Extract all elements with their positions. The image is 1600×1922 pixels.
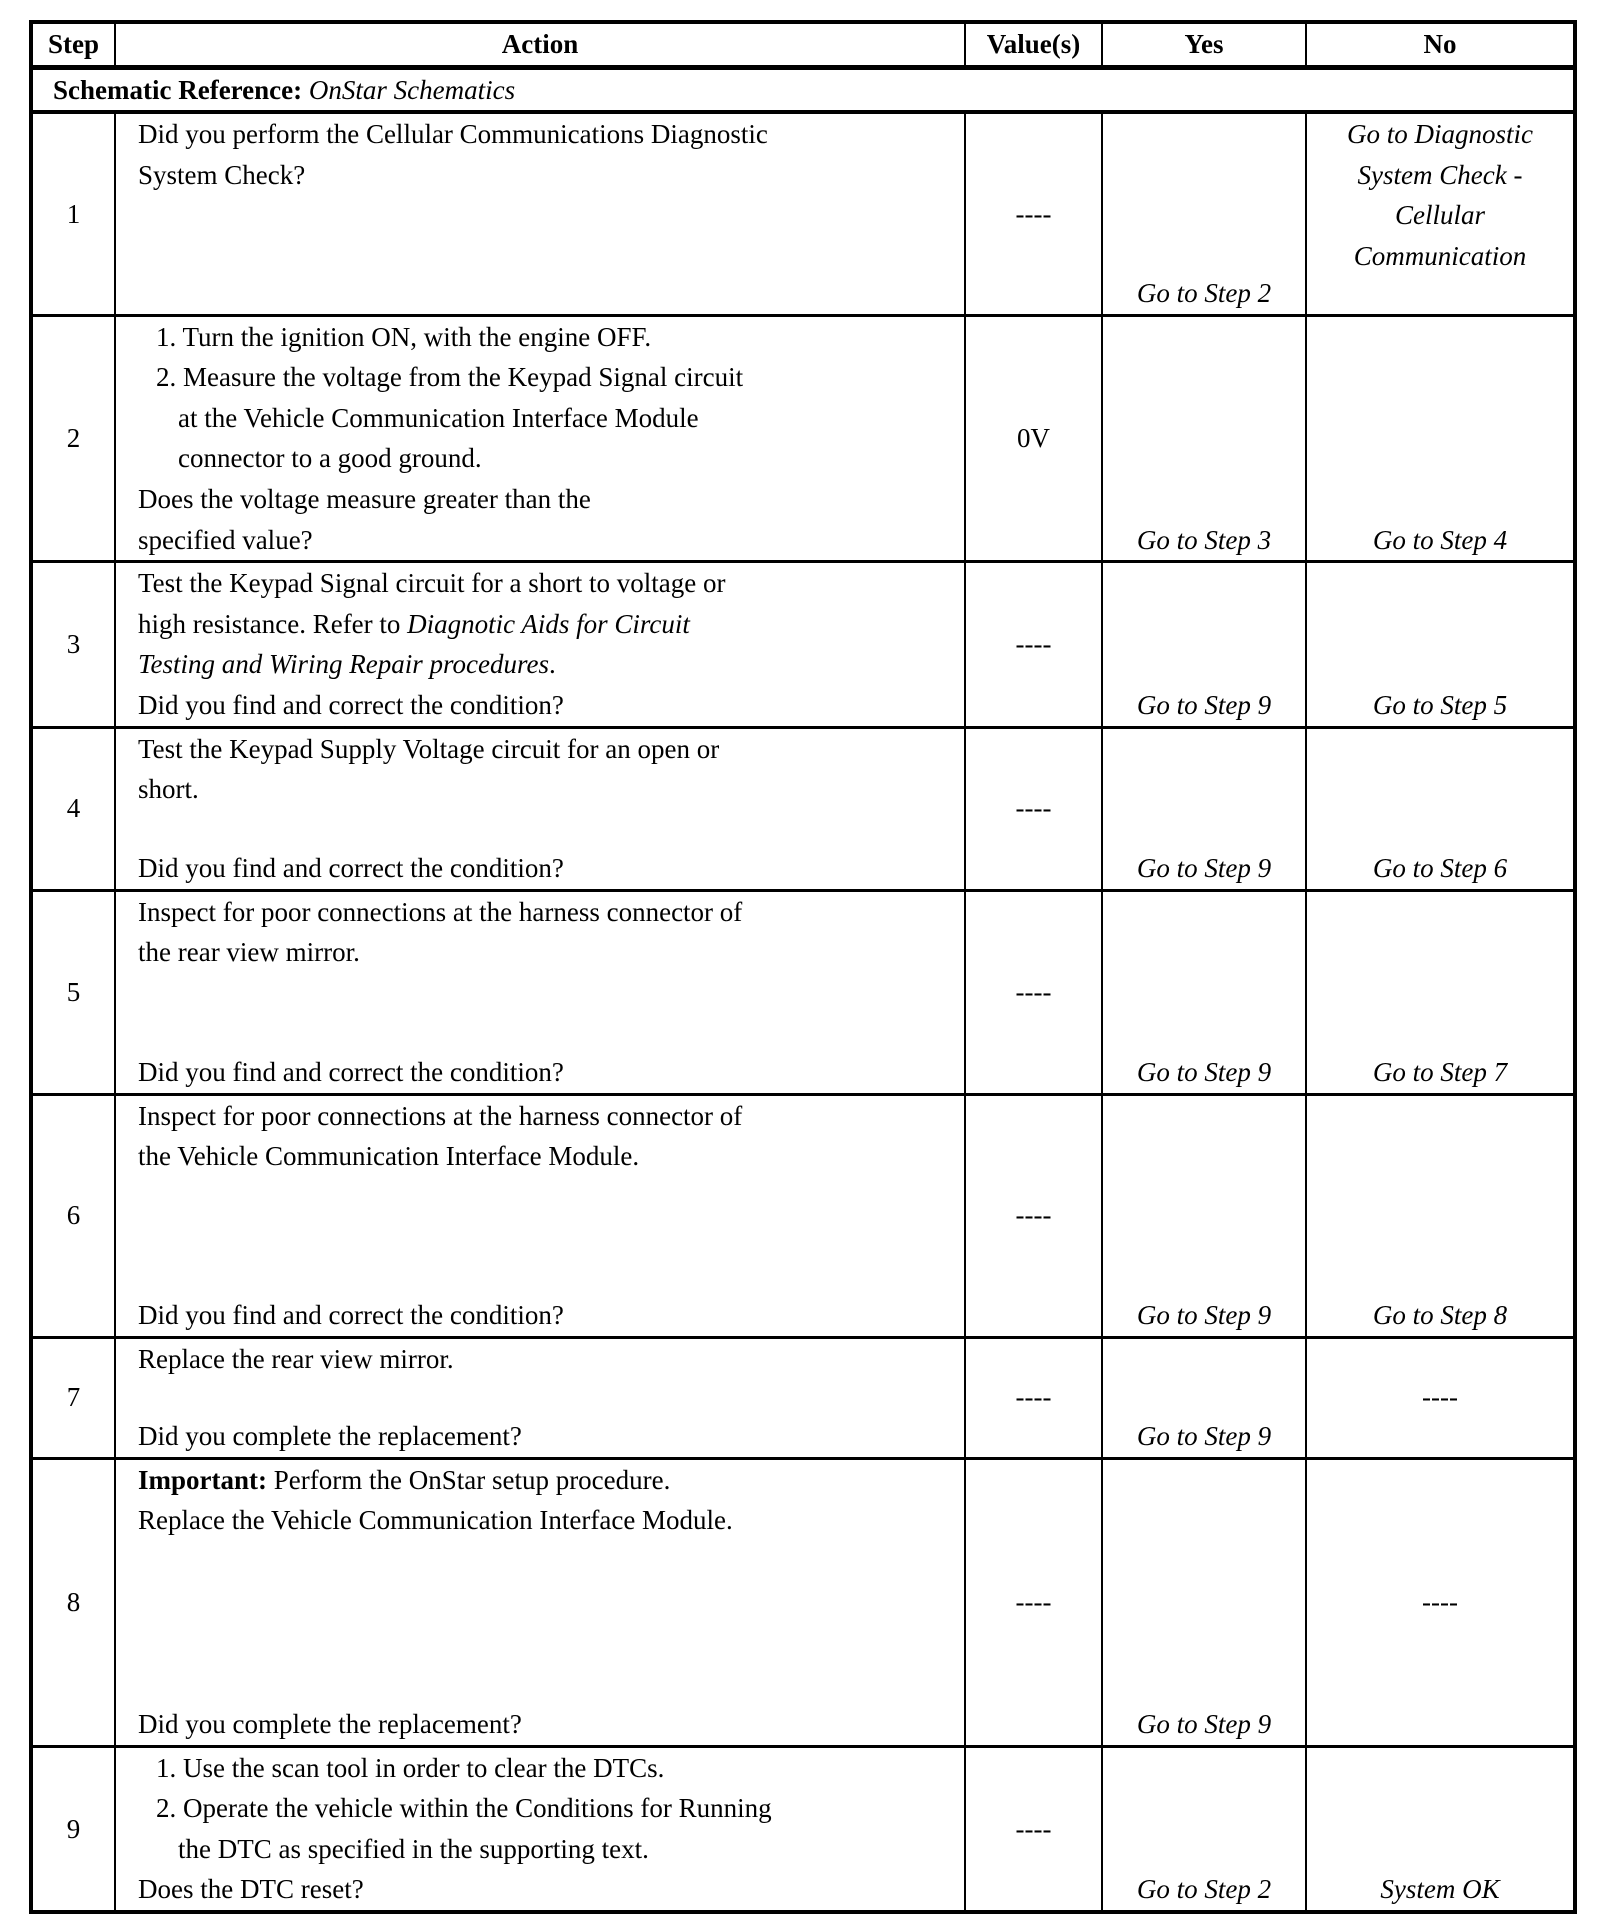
table-row bbox=[31, 1337, 1575, 1458]
table-row bbox=[31, 727, 1575, 890]
value-cell: ---- bbox=[965, 562, 1102, 727]
yes-link[interactable]: Go to Step 9 bbox=[1102, 727, 1306, 890]
action-item: 2. Operate the vehicle within the Conditions for Running bbox=[156, 1793, 772, 1824]
no-cell: ---- bbox=[1306, 1337, 1575, 1458]
header-values: Value(s) bbox=[965, 22, 1102, 67]
value-cell: ---- bbox=[965, 727, 1102, 890]
action-item-cont: connector to a good ground. bbox=[178, 443, 482, 474]
action-text: Test the Keypad Supply Voltage circuit for an open or bbox=[138, 733, 720, 764]
no-link[interactable]: Go to Step 5 bbox=[1306, 562, 1575, 727]
action-text: Test the Keypad Signal circuit for a short to voltage or bbox=[138, 568, 726, 599]
header-step: Step bbox=[31, 22, 115, 67]
action-text: Replace the rear view mirror. bbox=[138, 1343, 454, 1374]
diagnostic-table bbox=[29, 20, 1577, 1914]
schematic-label: Schematic Reference: bbox=[53, 74, 303, 105]
value-cell: ---- bbox=[965, 890, 1102, 1094]
step-number: 5 bbox=[31, 890, 115, 1094]
action-text: short. bbox=[138, 774, 199, 805]
question-text: Does the voltage measure greater than the bbox=[138, 484, 591, 515]
header-action: Action bbox=[115, 22, 965, 67]
step-number: 7 bbox=[31, 1337, 115, 1458]
action-item: 1. Turn the ignition ON, with the engine OFF. bbox=[156, 321, 652, 352]
yes-link[interactable]: Go to Step 2 bbox=[1102, 1746, 1306, 1912]
yes-link[interactable]: Go to Step 2 bbox=[1102, 112, 1306, 315]
question-text: Did you complete the replacement? bbox=[138, 1709, 522, 1740]
value-cell: ---- bbox=[965, 1458, 1102, 1746]
schematic-link[interactable]: OnStar Schematics bbox=[308, 74, 516, 105]
action-item: 1. Use the scan tool in order to clear the DTCs. bbox=[156, 1752, 665, 1783]
header-yes: Yes bbox=[1102, 22, 1306, 67]
action-item-cont: at the Vehicle Communication Interface Module bbox=[178, 402, 699, 433]
table-row bbox=[31, 1094, 1575, 1337]
table-row bbox=[31, 890, 1575, 1094]
yes-link[interactable]: Go to Step 9 bbox=[1102, 1094, 1306, 1337]
action-item: 2. Measure the voltage from the Keypad Signal circuit bbox=[156, 362, 744, 393]
step-number: 3 bbox=[31, 562, 115, 727]
step-number: 6 bbox=[31, 1094, 115, 1337]
no-cell: ---- bbox=[1306, 1458, 1575, 1746]
question-text: specified value? bbox=[138, 524, 313, 555]
question-text: Did you find and correct the condition? bbox=[138, 1300, 564, 1331]
question-text: Does the DTC reset? bbox=[138, 1874, 364, 1905]
header-no: No bbox=[1306, 22, 1575, 67]
no-link[interactable]: Go to Step 8 bbox=[1306, 1094, 1575, 1337]
no-link[interactable]: Go to Step 4 bbox=[1306, 315, 1575, 562]
value-cell: ---- bbox=[965, 1094, 1102, 1337]
action-text: Inspect for poor connections at the harness connector of bbox=[138, 896, 743, 927]
schematic-row bbox=[31, 67, 1575, 112]
step-number: 8 bbox=[31, 1458, 115, 1746]
no-link[interactable]: Go to Step 6 bbox=[1306, 727, 1575, 890]
yes-link[interactable]: Go to Step 3 bbox=[1102, 315, 1306, 562]
action-text: the Vehicle Communication Interface Module. bbox=[138, 1141, 640, 1172]
question-text: Did you find and correct the condition? bbox=[138, 690, 564, 721]
no-link[interactable]: Go to Diagnostic System Check - Cellular Communication bbox=[1306, 112, 1575, 315]
question-text: Did you find and correct the condition? bbox=[138, 853, 564, 884]
action-text: Inspect for poor connections at the harness connector of bbox=[138, 1100, 743, 1131]
action-text: Replace the Vehicle Communication Interface Module. bbox=[138, 1505, 733, 1536]
action-item-cont: the DTC as specified in the supporting text. bbox=[178, 1833, 649, 1864]
step-number: 2 bbox=[31, 315, 115, 562]
no-link[interactable]: System OK bbox=[1306, 1746, 1575, 1912]
question-text: Did you complete the replacement? bbox=[138, 1421, 522, 1452]
yes-link[interactable]: Go to Step 9 bbox=[1102, 1337, 1306, 1458]
important-label: Important: bbox=[138, 1464, 267, 1495]
action-text: System Check? bbox=[138, 159, 306, 190]
step-number: 1 bbox=[31, 112, 115, 315]
header-row bbox=[31, 22, 1575, 67]
action-text: high resistance. Refer to bbox=[138, 608, 408, 639]
reference-link[interactable]: Diagnotic Aids for Circuit bbox=[407, 608, 690, 639]
yes-link[interactable]: Go to Step 9 bbox=[1102, 562, 1306, 727]
table-row bbox=[31, 315, 1575, 562]
reference-link[interactable]: Testing and Wiring Repair procedures bbox=[138, 649, 549, 680]
table-row bbox=[31, 1746, 1575, 1912]
value-cell: ---- bbox=[965, 1746, 1102, 1912]
step-number: 4 bbox=[31, 727, 115, 890]
value-cell: ---- bbox=[965, 112, 1102, 315]
value-cell: 0V bbox=[965, 315, 1102, 562]
value-cell: ---- bbox=[965, 1337, 1102, 1458]
yes-link[interactable]: Go to Step 9 bbox=[1102, 1458, 1306, 1746]
table-row bbox=[31, 112, 1575, 315]
table-row: 3 Test the Keypad Signal circuit for a short to voltage or high resistance. Refer to Diagnotic Aids for Circuit Testing and Wiring Repair procedures. Did you find and correct the condition? ---- Go to Step 9 Go to Step 5 bbox=[31, 562, 1575, 727]
important-text: Perform the OnStar setup procedure. bbox=[267, 1464, 671, 1495]
table-row bbox=[31, 1458, 1575, 1746]
action-text: the rear view mirror. bbox=[138, 937, 360, 968]
yes-link[interactable]: Go to Step 9 bbox=[1102, 890, 1306, 1094]
no-link[interactable]: Go to Step 7 bbox=[1306, 890, 1575, 1094]
question-text: Did you find and correct the condition? bbox=[138, 1057, 564, 1088]
step-number: 9 bbox=[31, 1746, 115, 1912]
action-text: Did you perform the Cellular Communications Diagnostic bbox=[138, 119, 768, 150]
